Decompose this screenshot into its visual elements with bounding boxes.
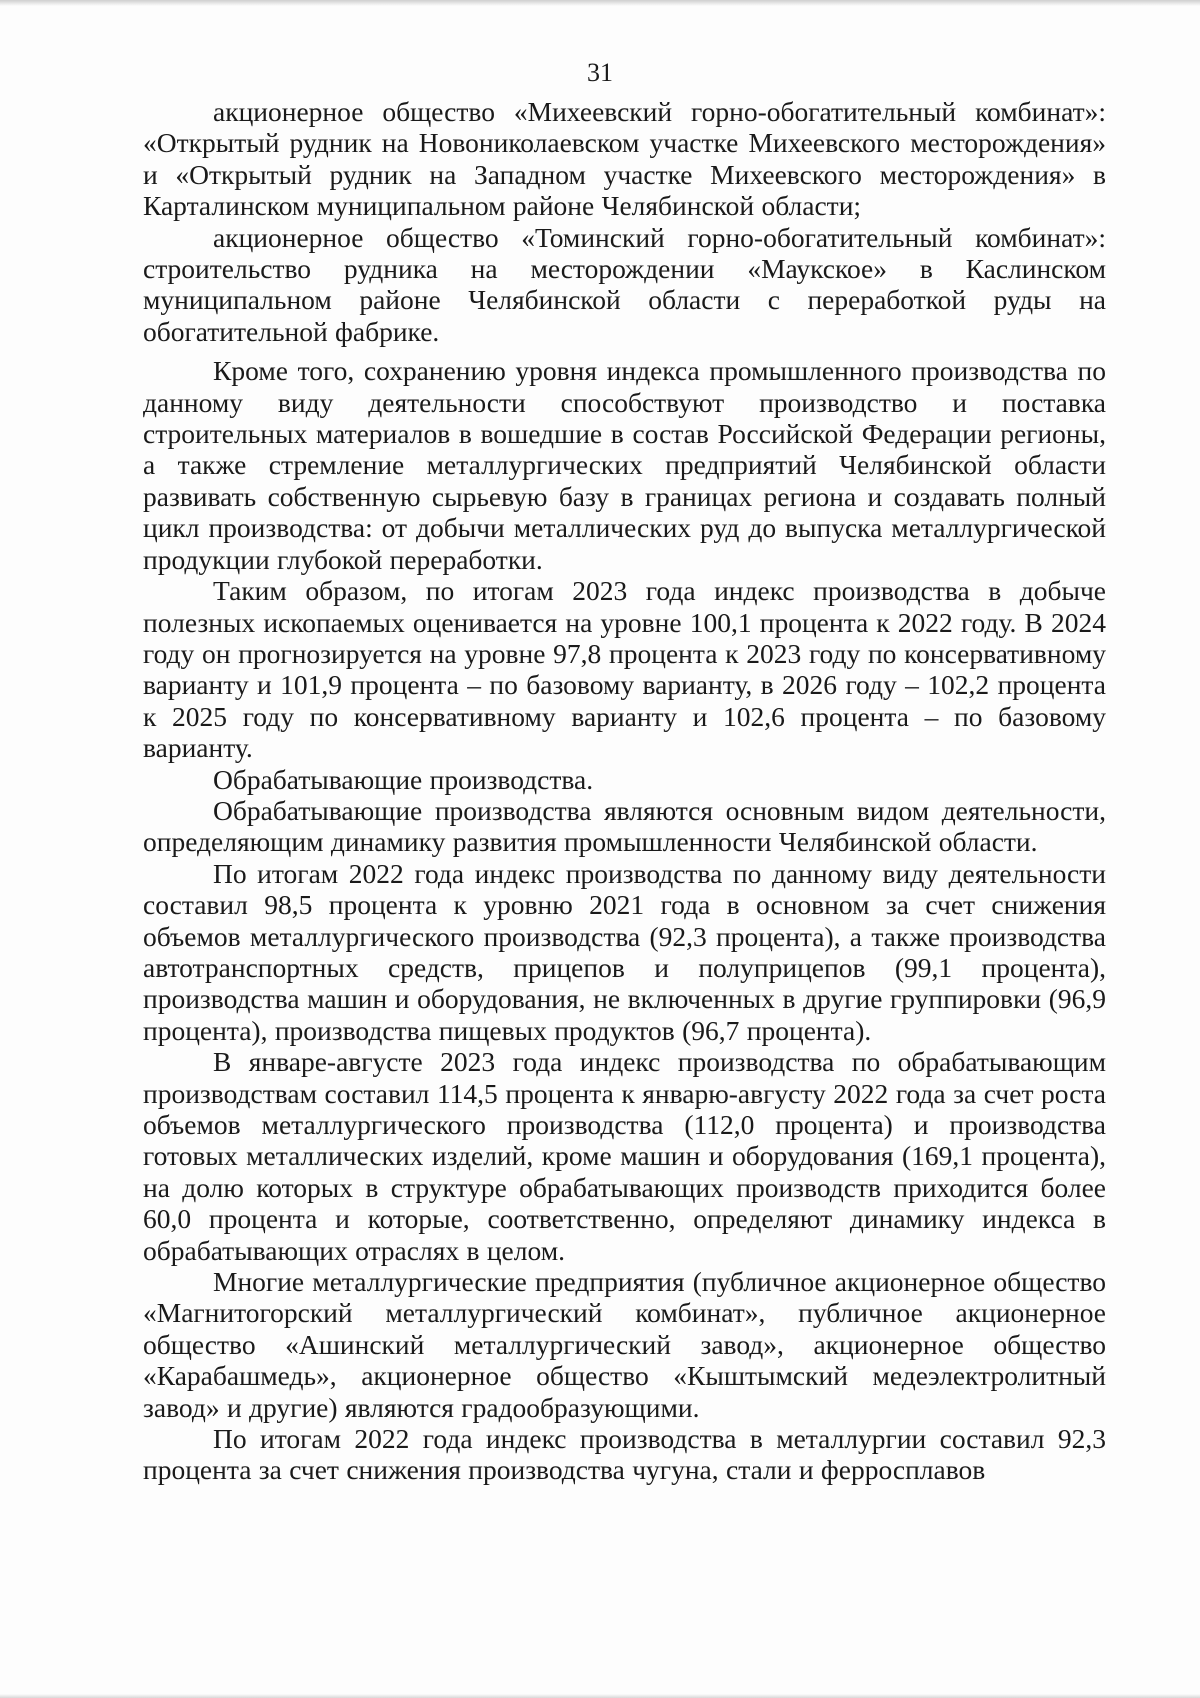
document-body bbox=[143, 96, 1106, 1486]
paragraph-mikheevsky-mine: акционерное общество «Михеевский горно-обогатительный комбинат»: «Открытый рудник на Новониколаевском участке Михеевского месторождения» и «Открытый рудник на Западном участке Михеевского месторождения» в Карталинском муниципальном районе Челябинской области; bbox=[143, 96, 1106, 222]
paragraph-manufacturing-2022: По итогам 2022 года индекс производства по данному виду деятельности составил 98,5 процента к уровню 2021 года в основном за счет снижения объемов металлургического производства (92,3 процента), а также производства автотранспортных средств, прицепов и полуприцепов (99,1 процента), производства машин и оборудования, не включенных в другие группировки (96,9 процента), производства пищевых продуктов (96,7 процента). bbox=[143, 857, 1106, 1046]
paragraph-manufacturing-2023: В январе-августе 2023 года индекс производства по обрабатывающим производствам составил 114,5 процента к январю-августу 2022 года за счет роста объемов металлургического производства (112,0 процента) и производства готовых металлических изделий, кроме машин и оборудования (169,1 процента), на долю которых в структуре обрабатывающих производств приходится более 60,0 процента и которые, соответственно, определяют динамику индекса в обрабатывающих отраслях в целом. bbox=[143, 1046, 1106, 1266]
paragraph-manufacturing-role: Обрабатывающие производства являются основным видом деятельности, определяющим динамику развития промышленности Челябинской области. bbox=[143, 794, 1106, 858]
paragraph-metallurgical-enterprises: Многие металлургические предприятия (публичное акционерное общество «Магнитогорский металлургический комбинат», публичное акционерное общество «Ашинский металлургический завод», акционерное общество «Карабашмедь», акционерное общество «Кыштымский медеэлектролитный завод» и другие) являются градообразующими. bbox=[143, 1266, 1106, 1423]
paragraph-manufacturing-heading: Обрабатывающие производства. bbox=[213, 763, 594, 795]
paragraph-mining-index-forecast: Таким образом, по итогам 2023 года индекс производства в добыче полезных ископаемых оценивается на уровне 100,1 процента к 2022 году. В 2024 году он прогнозируется на уровне 97,8 процента к 2023 году по консервативному варианту и 101,9 процента – по базовому варианту, в 2026 году – 102,2 процента к 2025 году по консервативному варианту и 102,6 процента – по базовому варианту. bbox=[143, 575, 1106, 764]
paragraph-industrial-index-support: Кроме того, сохранению уровня индекса промышленного производства по данному виду деятельности способствуют производство и поставка строительных материалов в вошедшие в состав Российской Федерации регионы, а также стремление металлургических предприятий Челябинской области развивать собственную сырьевую базу в границах региона и создавать полный цикл производства: от добычи металлических руд до выпуска металлургической продукции глубокой переработки. bbox=[143, 355, 1106, 575]
paragraph-metallurgy-index-2022: По итогам 2022 года индекс производства в металлургии составил 92,3 процента за счет снижения производства чугуна, стали и ферросплавов bbox=[143, 1423, 1106, 1486]
page-number: 31 bbox=[587, 58, 613, 87]
scan-edge-top bbox=[0, 0, 1200, 6]
paragraph-tominsky-mine: акционерное общество «Томинский горно-обогатительный комбинат»: строительство рудника на месторождении «Маукское» в Каслинском муниципальном районе Челябинской области с переработкой руды на обогатительной фабрике. bbox=[143, 221, 1106, 347]
scan-edge-bottom bbox=[0, 1694, 1200, 1698]
